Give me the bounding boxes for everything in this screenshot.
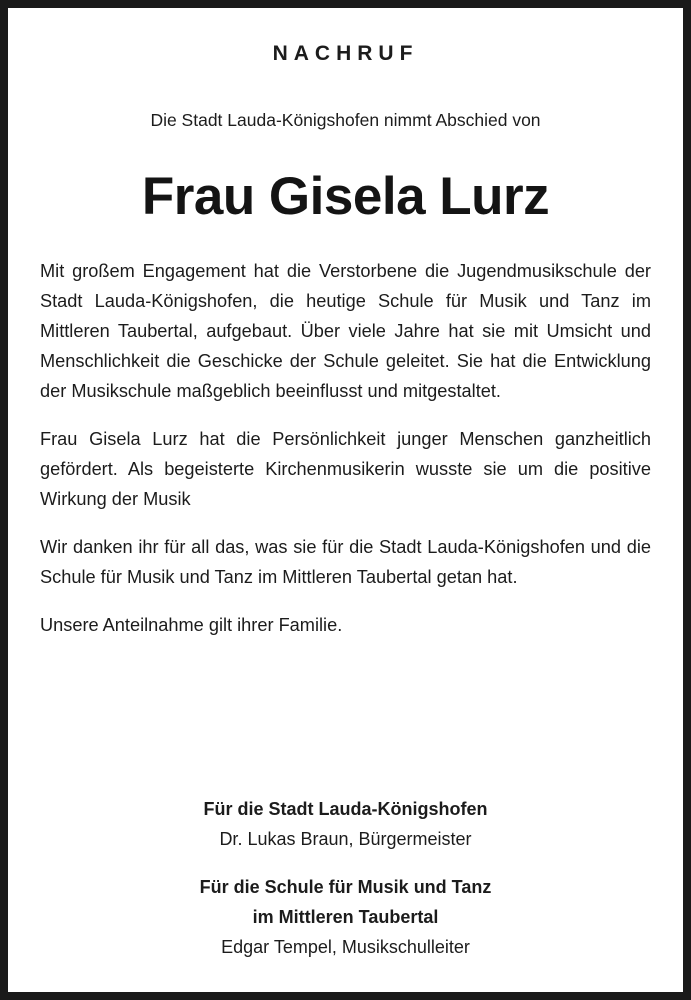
signature-school xyxy=(8,872,683,962)
signature-school-person: Edgar Tempel, Musikschulleiter xyxy=(221,937,470,957)
signatures xyxy=(8,794,683,980)
notice-heading: NACHRUF xyxy=(272,42,419,65)
signature-school-org-line1: Für die Schule für Musik und Tanz xyxy=(199,877,492,897)
signature-city-org: Für die Stadt Lauda-Königshofen xyxy=(203,799,488,819)
signature-school-org-line2: im Mittleren Taubertal xyxy=(252,907,439,927)
paragraph-personality: Frau Gisela Lurz hat die Persönlichkeit junger Menschen ganzheitlich gefördert. Als begeisterte Kirchenmusikerin wusste sie um die positive Wirkung der Musik xyxy=(40,429,651,509)
paragraph-engagement: Mit großem Engagement hat die Verstorbene die Jugendmusikschule der Stadt Lauda-Königshofen, die heutige Schule für Musik und Tanz im Mittleren Taubertal, aufgebaut. Über viele Jahre hat sie mit Umsicht und Menschlichkeit die Geschicke der Schule geleitet. Sie hat die Entwicklung der Musikschule maßgeblich beeinflusst und mitgestaltet. xyxy=(40,261,651,401)
paragraph-condolence: Unsere Anteilnahme gilt ihrer Familie. xyxy=(40,615,343,635)
signature-city xyxy=(8,794,683,854)
paragraph-thanks: Wir danken ihr für all das, was sie für die Stadt Lauda-Königshofen und die Schule für Musik und Tanz im Mittleren Taubertal getan hat. xyxy=(40,537,651,587)
signature-city-person: Dr. Lukas Braun, Bürgermeister xyxy=(219,829,472,849)
notice-body xyxy=(40,256,651,658)
notice-intro: Die Stadt Lauda-Königshofen nimmt Abschied von xyxy=(150,110,541,130)
deceased-name: Frau Gisela Lurz xyxy=(141,167,550,226)
